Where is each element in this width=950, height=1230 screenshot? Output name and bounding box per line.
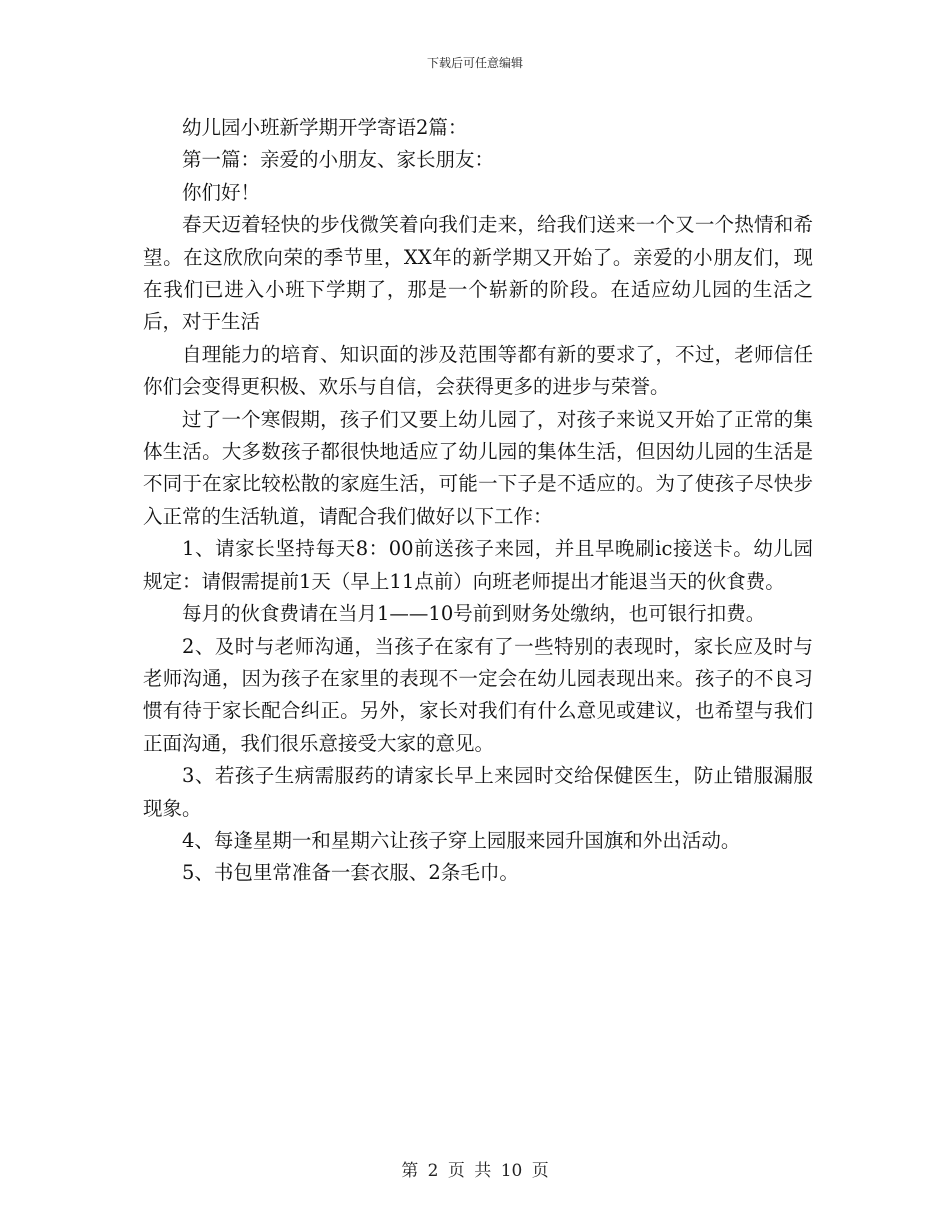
list-item: 3、若孩子生病需服药的请家长早上来园时交给保健医生，防止错服漏服现象。 xyxy=(143,764,813,820)
list-item: 2、及时与老师沟通，当孩子在家有了一些特别的表现时，家长应及时与老师沟通，因为孩子在家里的表现不一定会在幼儿园表现出来。孩子的不良习惯有待于家长配合纠正。另外，家长对我们有什么意见或建议，也希望与我们正面沟通，我们很乐意接受大家的意见。 xyxy=(143,634,813,755)
paragraph: 自理能力的培育、知识面的涉及范围等都有新的要求了，不过，老师信任你们会变得更积极、欢乐与自信，会获得更多的进步与荣誉。 xyxy=(143,342,813,399)
document-body xyxy=(143,112,813,890)
section-heading: 第一篇：亲爱的小朋友、家长朋友： xyxy=(182,148,495,172)
doc-title: 幼儿园小班新学期开学寄语2篇： xyxy=(182,116,468,139)
paragraph: 春天迈着轻快的步伐微笑着向我们走来，给我们送来一个又一个热情和希望。在这欣欣向荣的季节里，XX年的新学期又开始了。亲爱的小朋友们，现在我们已进入小班下学期了，那是一个崭新的阶段。在适应幼儿园的生活之后，对于生活 xyxy=(143,213,813,334)
list-item: 5、书包里常准备一套衣服、2条毛巾。 xyxy=(182,861,519,885)
header-note: 下载后可任意编辑 xyxy=(426,56,523,70)
list-item: 4、每逢星期一和星期六让孩子穿上园服来园升国旗和外出活动。 xyxy=(182,828,741,852)
greeting: 你们好！ xyxy=(182,180,261,204)
paragraph: 过了一个寒假期，孩子们又要上幼儿园了，对孩子来说又开始了正常的集体生活。大多数孩子都很快地适应了幼儿园的集体生活，但因幼儿园的生活是不同于在家比较松散的家庭生活，可能一下子是不适应的。为了使孩子尽快步入正常的生活轨道，请配合我们做好以下工作： xyxy=(143,407,813,528)
page-number-footer: 第 2 页 共 10 页 xyxy=(401,1161,549,1181)
list-item: 1、请家长坚持每天8：00前送孩子来园，并且早晚刷ic接送卡。幼儿园规定：请假需提前1天（早上11点前）向班老师提出才能退当天的伙食费。 xyxy=(143,537,813,593)
paragraph: 每月的伙食费请在当月1——10号前到财务处缴纳，也可银行扣费。 xyxy=(182,602,766,626)
